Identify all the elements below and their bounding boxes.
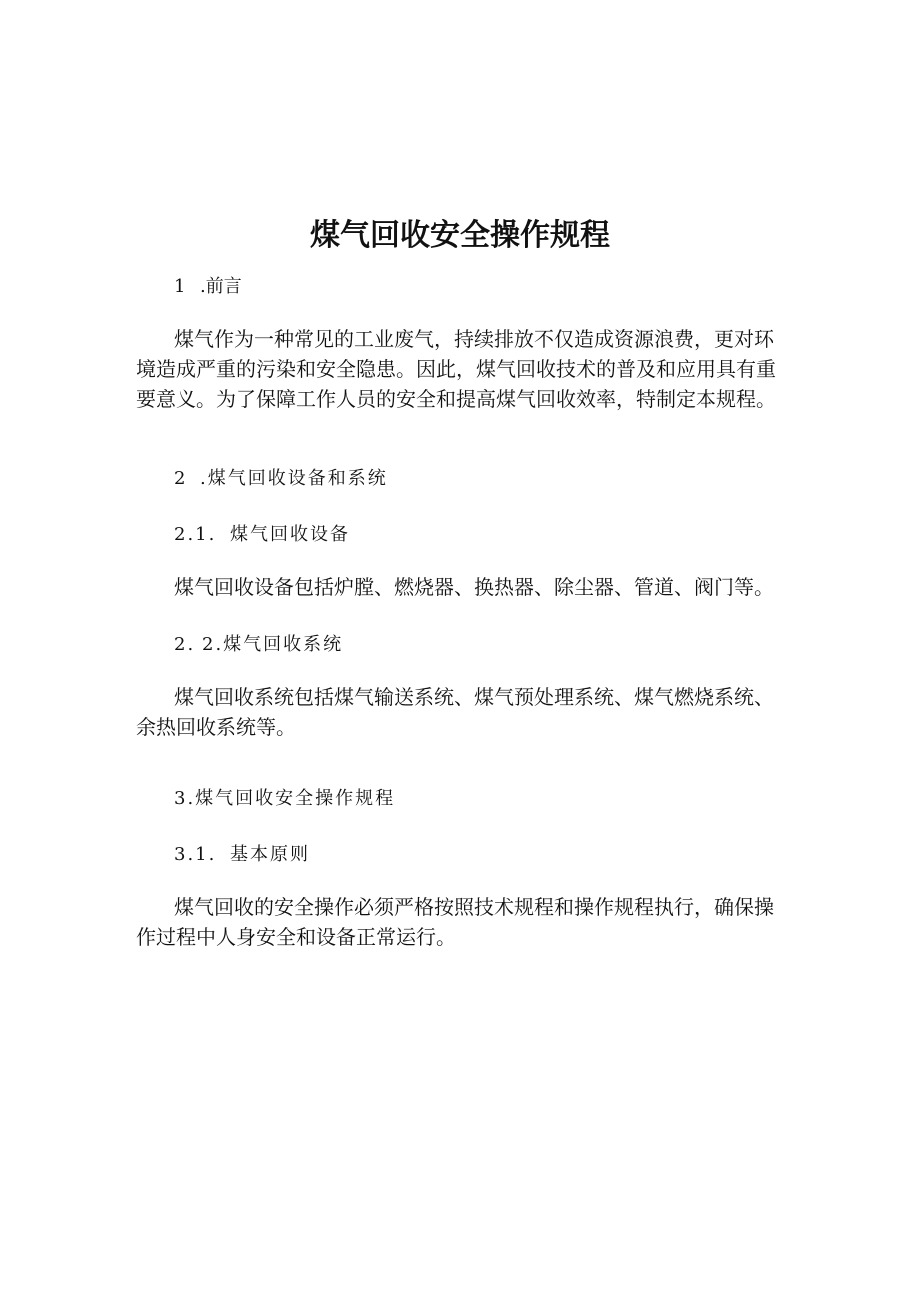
section-title: 煤气回收设备 [230,524,350,545]
section-title: 2.煤气回收系统 [202,634,344,655]
section-title: .前言 [200,276,242,297]
section-heading-2 [174,464,388,494]
section-title: .煤气回收设备和系统 [200,468,388,489]
paragraph-line: 境造成严重的污染和安全隐患。因此，煤气回收技术的普及和应用具有重 [136,357,776,381]
section-heading-3-1 [174,840,310,870]
section-paragraph-2-1 [136,572,786,602]
paragraph-line: 作过程中人身安全和设备正常运行。 [136,925,456,949]
section-number: 3.1. [174,844,217,865]
section-heading-2-2 [174,630,343,660]
section-number: 1 [174,276,186,297]
paragraph-line: 要意义。为了保障工作人员的安全和提高煤气回收效率，特制定本规程。 [136,387,776,411]
paragraph-line: 煤气作为一种常见的工业废气，持续排放不仅造成资源浪费，更对环 [174,327,774,351]
paragraph-line: 煤气回收设备包括炉膛、燃烧器、换热器、除尘器、管道、阀门等。 [174,575,774,599]
section-heading-2-1 [174,520,350,550]
section-paragraph-2-2 [136,682,786,742]
section-number: 2 [174,468,188,489]
section-title: 基本原则 [230,844,310,865]
section-title: 3.煤气回收安全操作规程 [174,788,396,809]
paragraph-line: 煤气回收系统包括煤气输送系统、煤气预处理系统、煤气燃烧系统、 [174,685,774,709]
section-paragraph-3-1 [136,892,786,952]
section-number: 2.1. [174,524,217,545]
section-heading-1 [174,272,242,302]
document-title: 煤气回收安全操作规程 [310,218,610,253]
section-number: 2. [174,634,196,655]
paragraph-line: 煤气回收的安全操作必须严格按照技术规程和操作规程执行，确保操 [174,895,774,919]
section-paragraph-1 [136,324,786,414]
paragraph-line: 余热回收系统等。 [136,715,296,739]
section-heading-3 [174,784,395,814]
